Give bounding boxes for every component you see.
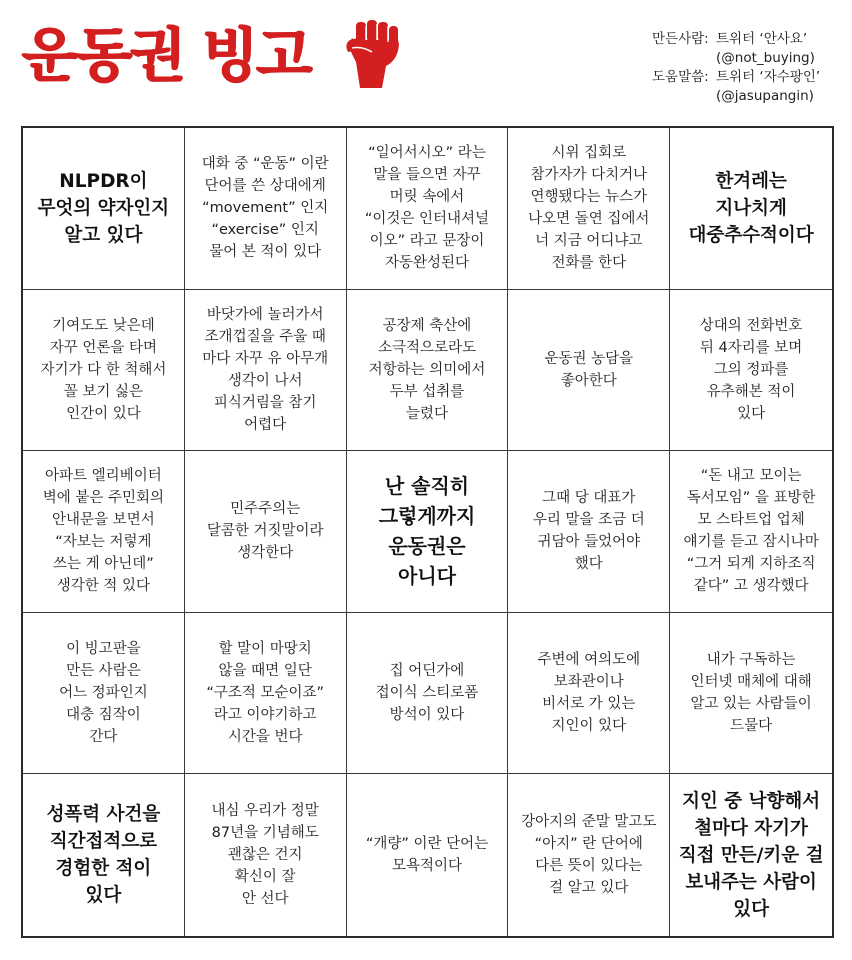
bingo-cell-text: 이 빙고판을 만든 사람은 어느 정파인지 대충 짐작이 간다	[59, 641, 148, 746]
credit-maker-handle: (@not_buying)	[716, 50, 815, 66]
bingo-cell[interactable]	[508, 613, 670, 775]
bingo-cell[interactable]	[23, 451, 185, 613]
bingo-cell-text: 난 솔직히 그렇게까지 운동권은 아니다	[378, 474, 476, 589]
credit-helper-value: 트위터 ‘자수팡인’	[716, 69, 821, 85]
bingo-cell[interactable]	[347, 613, 509, 775]
bingo-cell-text: “개량” 이란 단어는 모욕적이다	[365, 836, 489, 875]
bingo-cell[interactable]	[185, 128, 347, 290]
bingo-cell-text: 한겨레는 지나치게 대중추수적이다	[688, 170, 814, 246]
bingo-cell-text: 대화 중 “운동” 이란 단어를 쓴 상대에게 “movement” 인지 “exercise” 인지 물어 본 적이 있다	[201, 156, 329, 261]
header	[0, 0, 852, 118]
page-title: 운동권 빙고	[22, 21, 311, 89]
bingo-cell-text: 기여도도 낮은데 자꾸 언론을 타며 자기가 다 한 척해서 꼴 보기 싫은 인간이 있다	[40, 317, 167, 422]
bingo-cell-text: NLPDR이 무엇의 약자인지 알고 있다	[37, 170, 170, 246]
bingo-cell[interactable]	[23, 613, 185, 775]
bingo-cell[interactable]	[185, 613, 347, 775]
bingo-cell[interactable]	[508, 128, 670, 290]
bingo-cell[interactable]	[508, 290, 670, 452]
bingo-cell[interactable]	[508, 451, 670, 613]
bingo-cell-text: 집 어딘가에 접이식 스티로폼 방석이 있다	[375, 663, 479, 724]
credit-helper-handle: (@jasupangin)	[716, 88, 814, 104]
bingo-cell[interactable]	[347, 128, 509, 290]
bingo-cell[interactable]	[185, 774, 347, 936]
bingo-cell[interactable]	[185, 290, 347, 452]
credit-helper-key: 도움말씀:	[652, 69, 709, 85]
bingo-cell-text: 성폭력 사건을 직간접적으로 경험한 적이 있다	[46, 804, 161, 907]
credit-maker-value: 트위터 ‘안사요’	[716, 31, 808, 47]
bingo-cell-center[interactable]	[347, 451, 509, 613]
raised-fist-icon	[342, 16, 404, 90]
bingo-cell-text: 바닷가에 놀러가서 조개껍질을 주울 때 마다 자꾸 유 아무개 생각이 나서 피식거림을 참기 어렵다	[202, 306, 329, 433]
bingo-cell[interactable]	[508, 774, 670, 936]
bingo-cell-text: 운동권 농담을 좋아한다	[544, 350, 634, 389]
credit-helper	[652, 68, 852, 87]
bingo-cell-text: “돈 내고 모이는 독서모임” 을 표방한 모 스타트업 업체 얘기를 듣고 잠시나마 “그거 되게 지하조직 같다” 고 생각했다	[683, 468, 819, 595]
bingo-cell[interactable]	[23, 774, 185, 936]
bingo-cell[interactable]	[670, 774, 832, 936]
credit-maker-key: 만든사람:	[652, 31, 709, 47]
bingo-cell[interactable]	[23, 290, 185, 452]
bingo-cell-text: “일어서시오” 라는 말을 들으면 자꾸 머릿 속에서 “이것은 인터내셔널 이오” 라고 문장이 자동완성된다	[364, 145, 490, 272]
bingo-cell-text: 민주주의는 달콤한 거짓말이라 생각한다	[206, 501, 324, 562]
bingo-cell-text: 공장제 축산에 소극적으로라도 저항하는 의미에서 두부 섭취를 늘렸다	[368, 317, 486, 422]
credit-maker	[652, 30, 852, 49]
bingo-cell-text: 강아지의 준말 말고도 “아지” 란 단어에 다른 뜻이 있다는 걸 알고 있다	[521, 814, 657, 897]
bingo-cell-text: 할 말이 마땅치 않을 때면 일단 “구조적 모순이죠” 라고 이야기하고 시간을 번다	[206, 641, 325, 746]
bingo-cell-text: 아파트 엘리베이터 벽에 붙은 주민회의 안내문을 보면서 “자보는 저렇게 쓰는 게 아닌데” 생각한 적 있다	[42, 468, 165, 595]
bingo-cell-text: 주변에 여의도에 보좌관이나 비서로 가 있는 지인이 있다	[537, 652, 641, 735]
bingo-grid	[21, 126, 834, 938]
bingo-cell[interactable]	[670, 451, 832, 613]
bingo-cell[interactable]	[347, 290, 509, 452]
credits	[652, 30, 852, 106]
bingo-cell-text: 지인 중 낙향해서 철마다 자기가 직접 만든/키운 걸 보내주는 사람이 있다	[678, 790, 824, 920]
bingo-cell[interactable]	[185, 451, 347, 613]
bingo-cell[interactable]	[670, 290, 832, 452]
bingo-cell[interactable]	[23, 128, 185, 290]
bingo-cell-text: 그때 당 대표가 우리 말을 조금 더 귀담아 들었어야 했다	[532, 490, 645, 573]
bingo-cell-text: 내가 구독하는 인터넷 매체에 대해 알고 있는 사람들이 드물다	[690, 652, 812, 735]
bingo-cell[interactable]	[670, 613, 832, 775]
bingo-cell[interactable]	[670, 128, 832, 290]
bingo-cell-text: 상대의 전화번호 뒤 4자리를 보며 그의 정파를 유추해본 적이 있다	[699, 317, 803, 422]
bingo-cell-text: 내심 우리가 정말 87년을 기념해도 괜찮은 건지 확신이 잘 안 선다	[211, 803, 319, 908]
bingo-cell-text: 시위 집회로 참가자가 다치거나 연행됐다는 뉴스가 나오면 돌연 집에서 너 지금 어디냐고 전화를 한다	[528, 145, 650, 272]
bingo-cell[interactable]	[347, 774, 509, 936]
